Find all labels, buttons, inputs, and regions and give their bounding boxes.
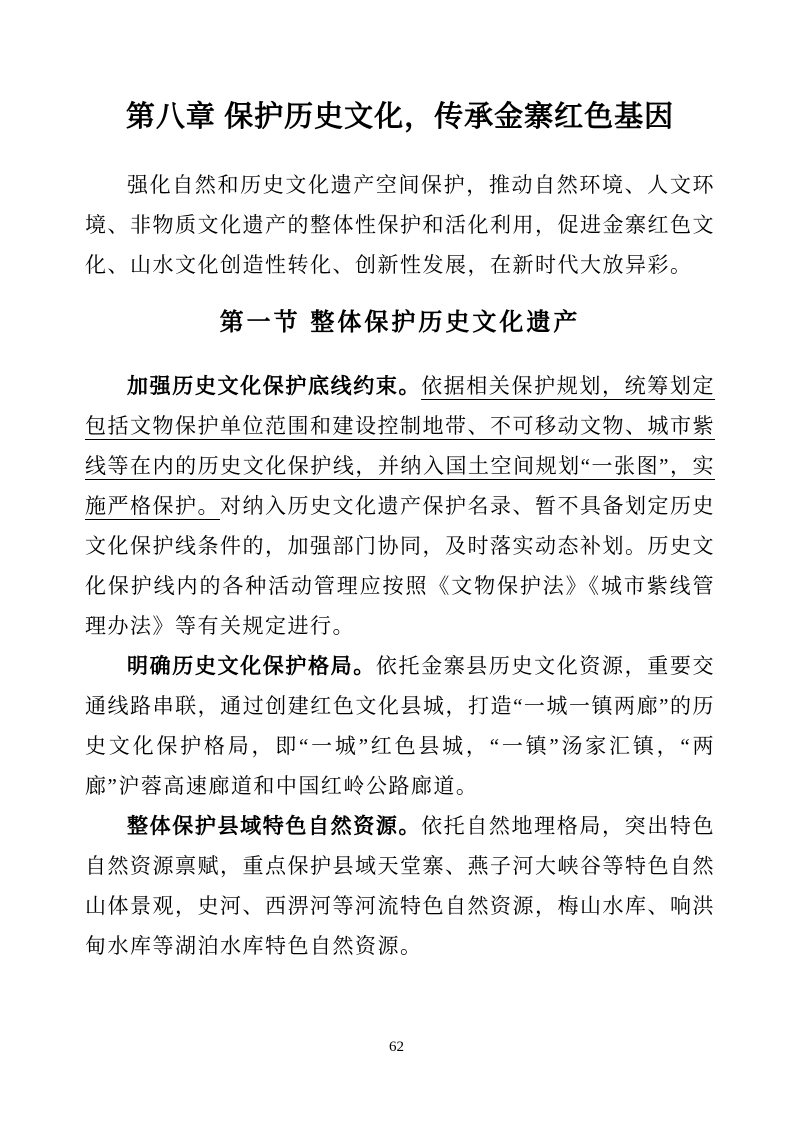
intro-paragraph: 强化自然和历史文化遗产空间保护，推动自然环境、人文环境、非物质文化遗产的整体性保护和活化利用，促进金寨红色文化、山水文化创造性转化、创新性发展，在新时代大放异彩。 [85, 173, 715, 277]
paragraph-3 [85, 806, 715, 966]
page-number: 62 [389, 1039, 404, 1055]
paragraph-2 [85, 646, 715, 806]
paragraph-3-lead: 整体保护县域特色自然资源。 [127, 814, 422, 838]
paragraph-1 [85, 366, 715, 646]
paragraph-1-body: 对纳入历史文化遗产保护名录、暂不具备划定历史文化保护线条件的，加强部门协同，及时落实动态补划。历史文化保护线内的各种活动管理应按照《文物保护法》《城市紫线管理办法》等有关规定进行。 [85, 494, 715, 638]
paragraph-2-body: 依托金寨县历史文化资源，重要交通线路串联，通过创建红色文化县城，打造“一城一镇两廊”的历史文化保护格局，即“一城”红色县城，“一镇”汤家汇镇，“两廊”沪蓉高速廊道和中国红岭公路廊道。 [85, 654, 716, 798]
section-heading: 第一节 整体保护历史文化遗产 [219, 309, 581, 336]
paragraph-3-body: 依托自然地理格局，突出特色自然资源禀赋，重点保护县域天堂寨、燕子河大峡谷等特色自然山体景观，史河、西淠河等河流特色自然资源，梅山水库、响洪甸水库等湖泊水库特色自然资源。 [85, 814, 716, 958]
chapter-title: 第八章 保护历史文化，传承金寨红色基因 [125, 101, 675, 133]
paragraph-1-underlined-text: 依据相关保护规划，统筹划定包括文物保护单位范围和建设控制地带、不可移动文物、城市紫线等在内的历史文化保护线，并纳入国土空间规划“一张图”，实施严格保护。 [85, 374, 716, 518]
paragraph-2-lead: 明确历史文化保护格局。 [127, 654, 376, 678]
paragraph-1-lead: 加强历史文化保护底线约束。 [127, 374, 422, 398]
